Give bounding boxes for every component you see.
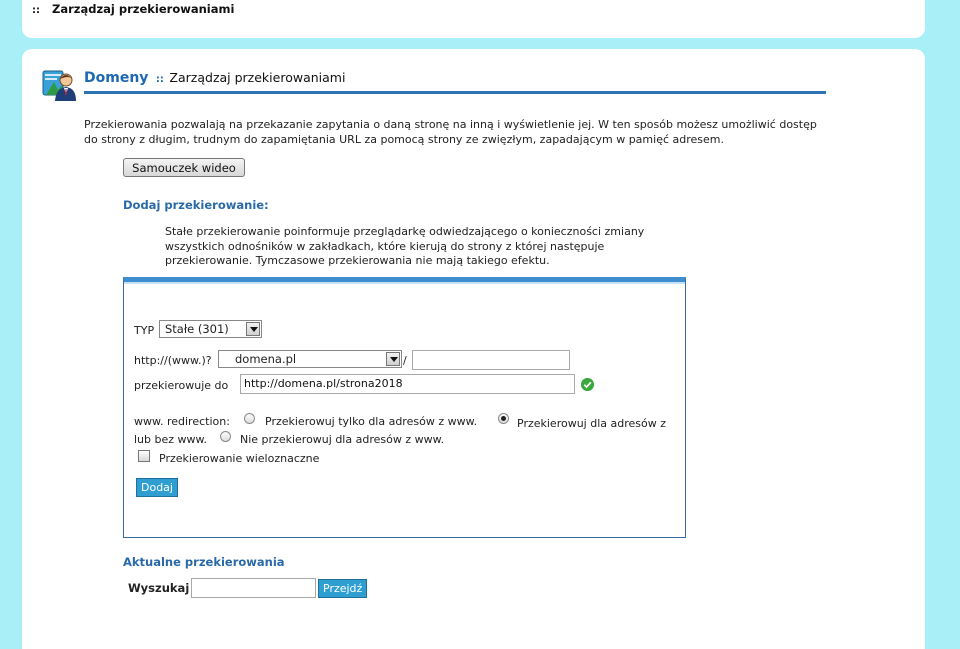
- section-title: Domeny: [84, 70, 149, 86]
- intro-text: Przekierowania pozwalają na przekazanie zapytania o daną stronę na inną i wyświetlenie jej. W ten sposób możesz umożliwić dostęp do strony z długim, trudnym do zapamiętania URL za pomocą strony ze zwięzłym, zapadającym w pamięć adresem.: [84, 118, 817, 146]
- user-manage-icon: [42, 68, 76, 102]
- main-panel: [22, 49, 925, 649]
- header-separator: ::: [155, 74, 164, 85]
- type-label: TYP: [134, 324, 155, 337]
- wildcard-checkbox[interactable]: [138, 450, 150, 462]
- www-both-label-rest: lub bez www.: [134, 433, 208, 446]
- www-only-label: Przekierowuj tylko dla adresów z www.: [265, 415, 478, 428]
- add-redirect-heading: Dodaj przekierowanie:: [123, 198, 269, 212]
- www-redirection-label: www. redirection:: [134, 415, 230, 428]
- chevron-down-icon: [386, 352, 400, 366]
- current-redirects-heading: Aktualne przekierowania: [123, 555, 285, 569]
- domain-select[interactable]: [218, 350, 402, 368]
- breadcrumb: [32, 2, 234, 16]
- check-valid-icon: [581, 378, 594, 391]
- target-label: przekierowuje do: [134, 379, 229, 392]
- add-redirect-form: [123, 277, 686, 538]
- top-card: [22, 0, 925, 38]
- add-redirect-button[interactable]: Dodaj: [136, 478, 178, 497]
- form-top-stripe: [124, 282, 685, 284]
- page-title: Zarządzaj przekierowaniami: [169, 70, 346, 85]
- domain-select-value: domena.pl: [235, 352, 297, 366]
- search-go-button[interactable]: Przejdź: [318, 579, 367, 598]
- search-input[interactable]: [191, 578, 316, 598]
- www-both-radio[interactable]: [498, 413, 509, 424]
- search-label: Wyszukaj: [128, 581, 190, 595]
- type-select[interactable]: [159, 320, 262, 338]
- path-separator: /: [403, 354, 407, 367]
- path-input[interactable]: [412, 350, 570, 370]
- www-none-radio[interactable]: [220, 431, 231, 442]
- target-url-input[interactable]: http://domena.pl/strona2018: [240, 374, 575, 394]
- breadcrumb-dots: ::: [32, 5, 40, 16]
- redirect-description: Stałe przekierowanie poinformuje przeglądarkę odwiedzającego o konieczności zmiany wszystkich odnośników w zakładkach, które kierują do strony z której następuje przekierowanie. Tymczasowe przekierowania nie mają takiego efektu.: [165, 225, 645, 267]
- www-only-radio[interactable]: [244, 413, 255, 424]
- chevron-down-icon: [246, 322, 260, 336]
- type-select-value: Stałe (301): [165, 322, 229, 336]
- breadcrumb-title: Zarządzaj przekierowaniami: [52, 2, 235, 16]
- video-tutorial-button[interactable]: Samouczek wideo: [123, 158, 245, 177]
- wildcard-label: Przekierowanie wieloznaczne: [159, 452, 320, 465]
- www-none-label: Nie przekierowuj dla adresów z www.: [240, 433, 445, 446]
- source-prefix-label: http://(www.)?: [134, 354, 212, 367]
- page-header: [84, 70, 826, 94]
- www-both-label-first: Przekierowuj dla adresów z: [517, 417, 667, 430]
